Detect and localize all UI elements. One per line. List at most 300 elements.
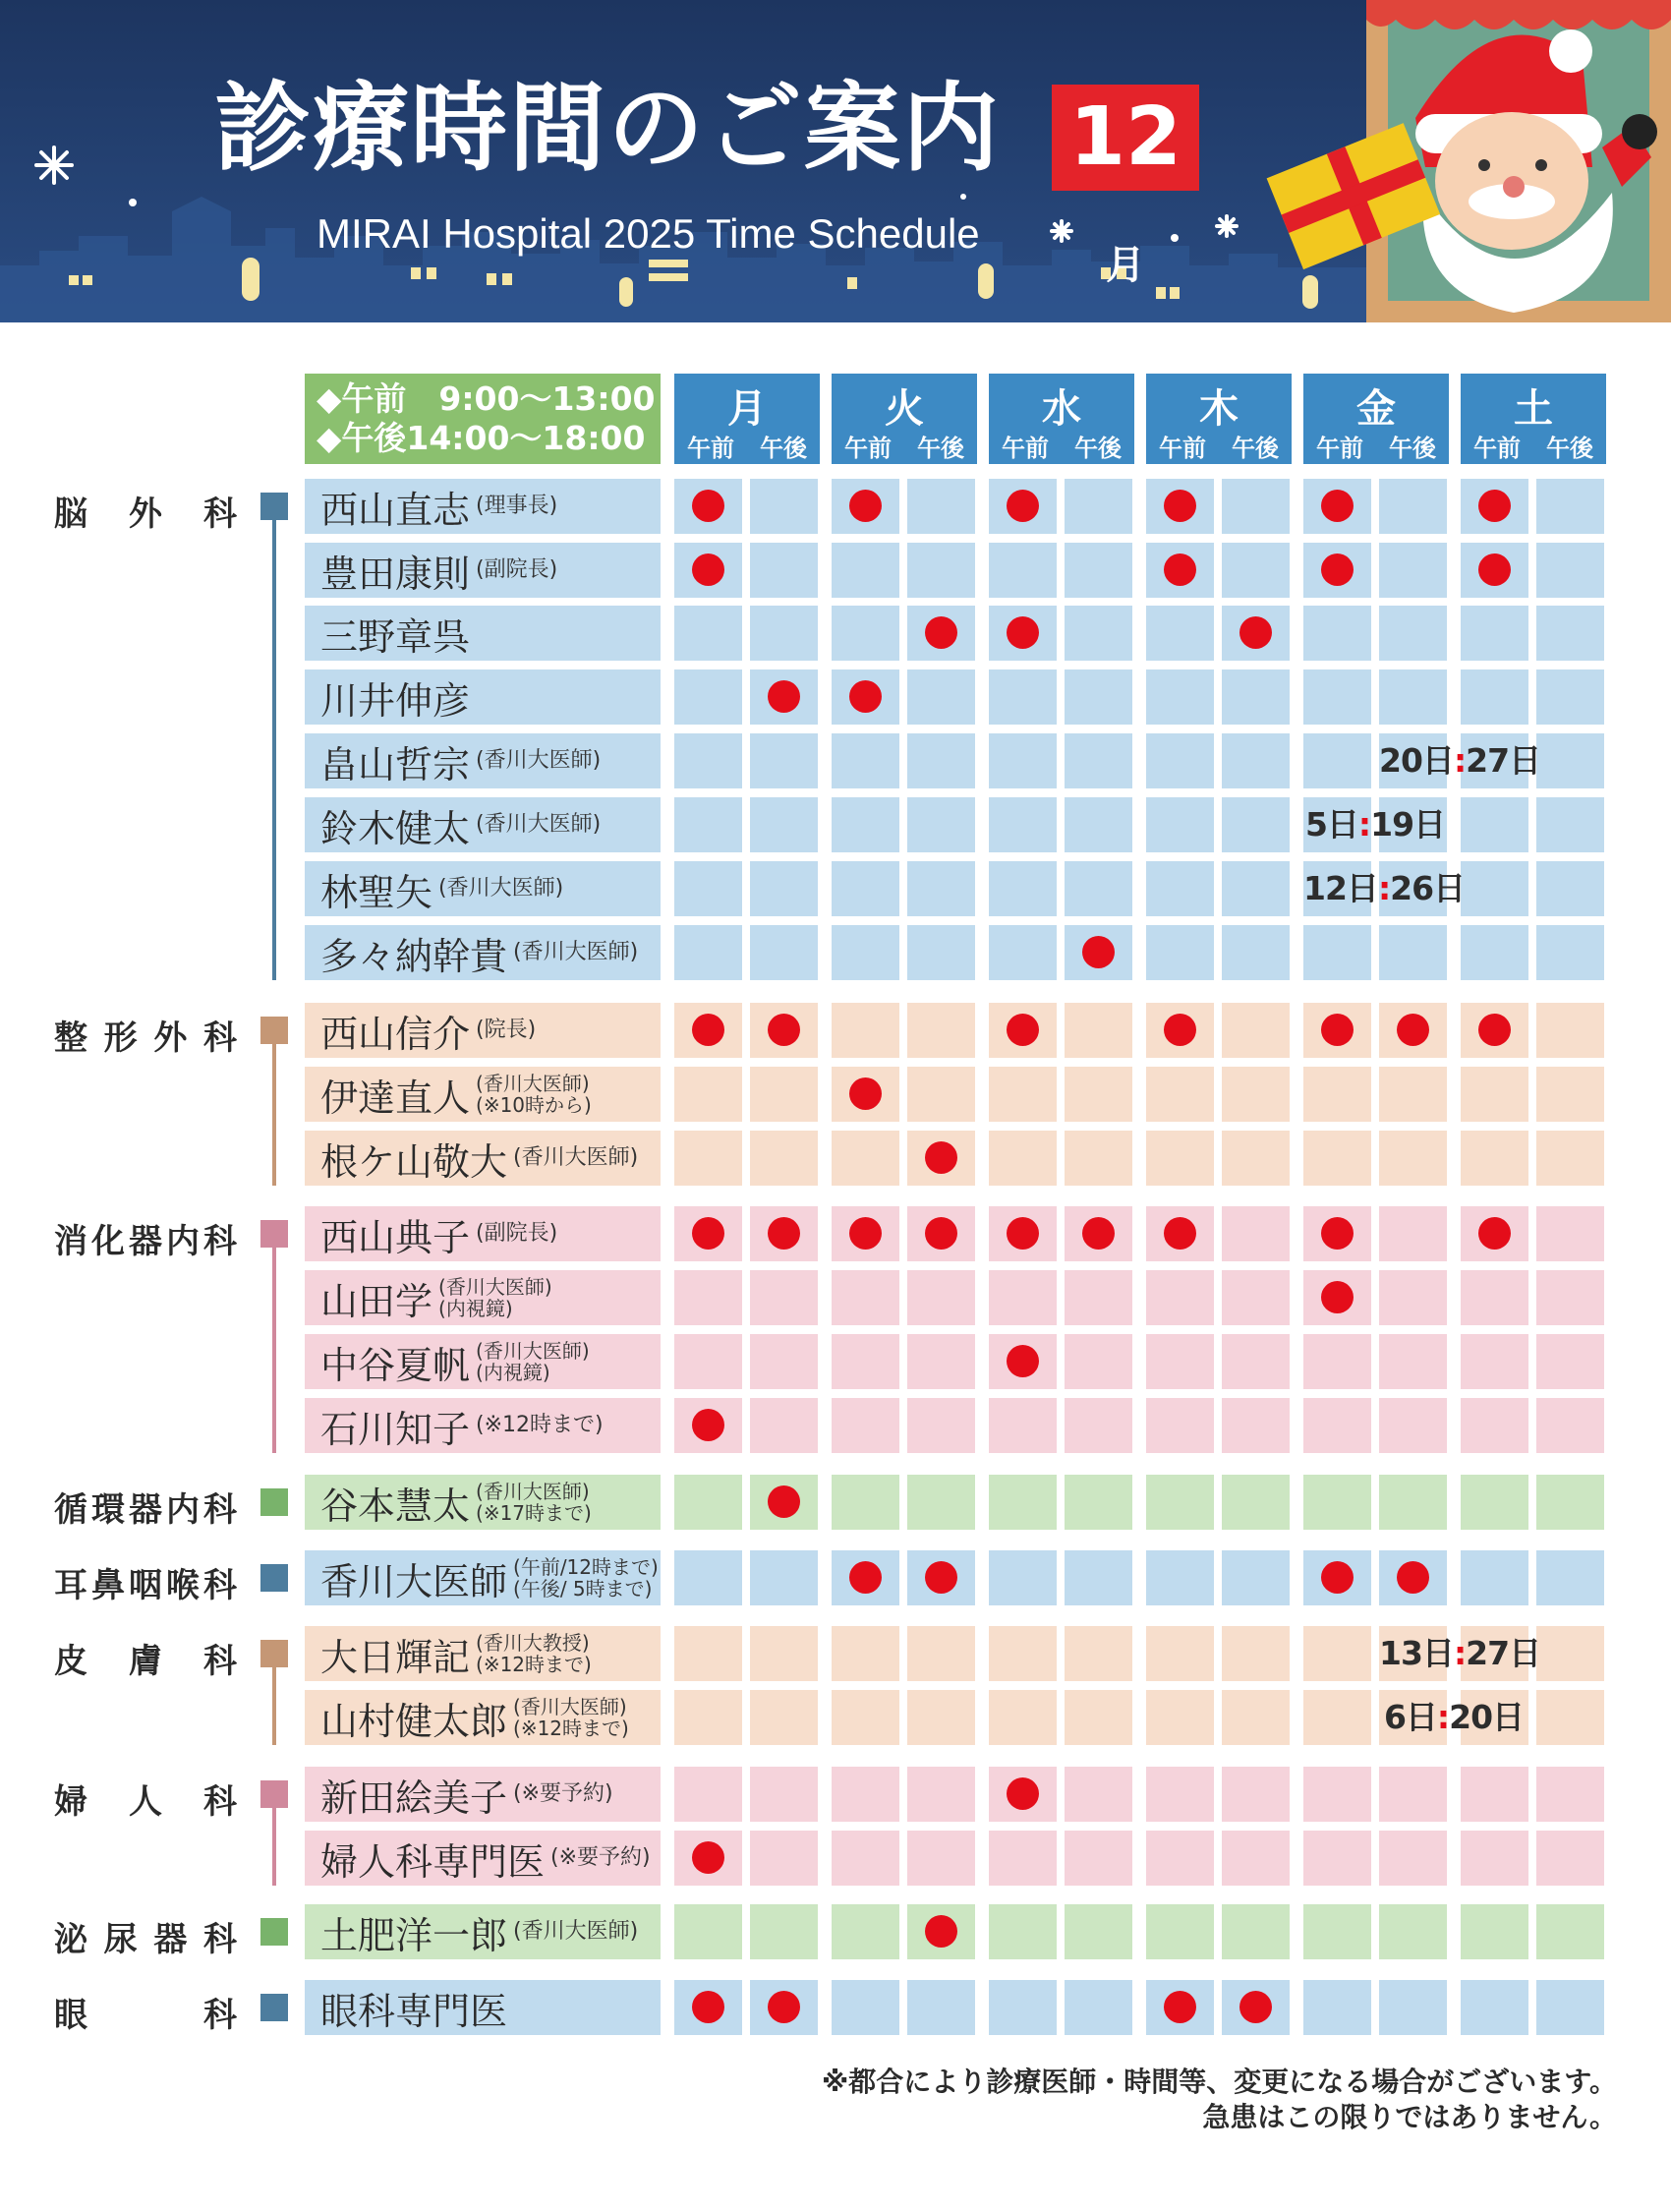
doctor-note	[476, 1019, 536, 1041]
pm-slot-label: 午後	[1389, 435, 1436, 462]
schedule-cell	[907, 1475, 975, 1530]
schedule-cell	[1222, 1980, 1290, 2035]
schedule-cell	[750, 669, 818, 725]
schedule-cell	[1146, 543, 1214, 598]
pm-slot-label: 午後	[1074, 435, 1122, 462]
schedule-cell	[1461, 669, 1528, 725]
schedule-cell	[1222, 861, 1290, 916]
schedule-cell	[1303, 1904, 1371, 1959]
schedule-cell	[674, 1550, 742, 1605]
schedule-cell	[1146, 1690, 1214, 1745]
schedule-cell	[1303, 479, 1371, 534]
schedule-cell	[1536, 669, 1604, 725]
schedule-cell	[1379, 1270, 1447, 1325]
doctor-name: 林聖矢	[320, 870, 433, 914]
department-char: 咽	[129, 1566, 162, 1605]
schedule-cell	[1303, 669, 1371, 725]
department-char: 器	[129, 1490, 162, 1530]
visit-date-separator: :	[1453, 741, 1467, 780]
day-name: 水	[1042, 386, 1081, 432]
doctor-name: 新田絵美子	[320, 1775, 508, 1820]
visit-date-1: 6日	[1383, 1698, 1437, 1736]
doctor-note	[476, 1415, 604, 1436]
on-duty-dot	[1478, 490, 1511, 522]
doctor-name-cell	[305, 797, 661, 852]
department-marker	[260, 1488, 288, 1516]
schedule-cell	[1065, 1626, 1132, 1681]
schedule-cell	[1222, 1904, 1290, 1959]
schedule-cell	[832, 1767, 899, 1822]
schedule-cell	[1461, 1067, 1528, 1122]
doctor-name-cell	[305, 1067, 661, 1122]
visit-date-2: 26日	[1390, 869, 1466, 907]
doctor-name: 山村健太郎	[320, 1699, 508, 1743]
visit-dates	[1379, 1690, 1528, 1745]
schedule-cell	[674, 1767, 742, 1822]
on-duty-dot	[1164, 1991, 1196, 2023]
on-duty-dot	[1397, 1014, 1429, 1046]
schedule-cell	[1536, 1626, 1604, 1681]
department-char: 科	[203, 1222, 237, 1261]
visit-date-separator: :	[1436, 1698, 1450, 1736]
schedule-cell	[750, 925, 818, 980]
doctor-name: 香川大医師	[320, 1559, 508, 1603]
page-title: 診療時間のご案内	[214, 73, 1002, 185]
doctor-name-cell	[305, 1270, 661, 1325]
schedule-cell	[1303, 1131, 1371, 1186]
department-char: 婦	[54, 1782, 87, 1822]
schedule-cell	[989, 1767, 1057, 1822]
department-bracket-line	[272, 520, 276, 980]
visit-date-1: 5日	[1304, 805, 1358, 844]
doctor-name-cell	[305, 1334, 661, 1389]
schedule-cell	[907, 1398, 975, 1453]
schedule-cell	[907, 1904, 975, 1959]
doctor-note	[513, 1921, 638, 1943]
schedule-cell	[1536, 1550, 1604, 1605]
schedule-cell	[750, 1550, 818, 1605]
on-duty-dot	[849, 1217, 882, 1250]
schedule-cell	[1222, 1626, 1290, 1681]
schedule-cell	[989, 1690, 1057, 1745]
schedule-cell	[1222, 1550, 1290, 1605]
doctor-note-line: (※12時まで)	[513, 1717, 629, 1740]
visit-dates	[1379, 733, 1541, 788]
schedule-cell	[1461, 543, 1528, 598]
visit-date-separator: :	[1377, 869, 1391, 907]
doctor-note-line: (香川大医師)	[476, 1072, 590, 1095]
schedule-cell	[1065, 1131, 1132, 1186]
doctor-name-cell	[305, 479, 661, 534]
doctor-name: 谷本慧太	[320, 1484, 471, 1528]
schedule-cell	[1461, 1270, 1528, 1325]
schedule-cell	[1222, 733, 1290, 788]
department-label-2	[54, 1214, 237, 1262]
doctor-name: 三野章呉	[320, 614, 471, 659]
schedule-cell	[989, 1398, 1057, 1453]
schedule-cell	[1536, 1334, 1604, 1389]
schedule-cell	[907, 1067, 975, 1122]
schedule-cell	[1065, 1475, 1132, 1530]
on-duty-dot	[1321, 553, 1354, 586]
department-char: 泌	[54, 1920, 87, 1959]
schedule-cell	[1303, 1270, 1371, 1325]
visit-date-1: 12日	[1303, 869, 1378, 907]
on-duty-dot	[1321, 1217, 1354, 1250]
visit-date-1: 20日	[1379, 741, 1454, 780]
schedule-cell	[989, 1334, 1057, 1389]
schedule-cell	[1379, 1334, 1447, 1389]
doctor-name: 豊田康則	[320, 552, 471, 596]
on-duty-dot	[1321, 1561, 1354, 1594]
schedule-cell	[1222, 1131, 1290, 1186]
visit-dates	[1303, 861, 1466, 916]
schedule-cell	[1146, 733, 1214, 788]
department-char: 喉	[166, 1566, 200, 1605]
on-duty-dot	[1007, 1217, 1039, 1250]
schedule-cell	[989, 1270, 1057, 1325]
on-duty-dot	[1007, 1777, 1039, 1810]
schedule-cell	[1536, 1270, 1604, 1325]
schedule-cell	[832, 669, 899, 725]
am-slot-label: 午前	[1316, 435, 1363, 462]
schedule-cell	[750, 1334, 818, 1389]
day-name: 火	[885, 386, 924, 432]
day-name: 土	[1514, 386, 1553, 432]
schedule-cell	[1461, 861, 1528, 916]
department-label-0	[54, 487, 237, 535]
schedule-cell	[1536, 1067, 1604, 1122]
doctor-name-cell	[305, 733, 661, 788]
doctor-name-cell	[305, 925, 661, 980]
on-duty-dot	[768, 1485, 800, 1518]
department-char: 形	[103, 1019, 138, 1058]
schedule-cell	[1379, 1904, 1447, 1959]
department-label-1	[54, 1011, 237, 1059]
on-duty-dot	[692, 1409, 724, 1441]
schedule-cell	[989, 1980, 1057, 2035]
doctor-note	[476, 814, 601, 836]
department-marker	[260, 1640, 288, 1667]
schedule-cell	[1536, 606, 1604, 661]
schedule-cell	[1303, 1334, 1371, 1389]
doctor-note-line: (理事長)	[476, 494, 558, 518]
schedule-cell	[1065, 1767, 1132, 1822]
department-char: 人	[129, 1782, 162, 1822]
schedule-cell	[1065, 861, 1132, 916]
month-number: 12	[1068, 90, 1182, 184]
schedule-cell	[989, 861, 1057, 916]
schedule-cell	[1222, 1067, 1290, 1122]
schedule-cell	[907, 797, 975, 852]
schedule-cell	[1379, 1831, 1447, 1886]
doctor-note-line: (※要予約)	[513, 1781, 613, 1806]
doctor-name: 川井伸彦	[320, 678, 471, 723]
schedule-cell	[1379, 1980, 1447, 2035]
on-duty-dot	[692, 1014, 724, 1046]
schedule-cell	[832, 1831, 899, 1886]
schedule-cell	[1379, 1550, 1447, 1605]
department-char: 尿	[103, 1920, 138, 1959]
day-header-4	[1303, 374, 1449, 464]
schedule-cell	[750, 733, 818, 788]
schedule-cell	[1303, 606, 1371, 661]
doctor-note	[476, 559, 557, 581]
schedule-cell	[1222, 1334, 1290, 1389]
schedule-cell	[1146, 1334, 1214, 1389]
schedule-cell	[674, 1206, 742, 1261]
schedule-cell	[1379, 543, 1447, 598]
schedule-cell	[1536, 543, 1604, 598]
schedule-cell	[750, 1067, 818, 1122]
schedule-cell	[989, 1003, 1057, 1058]
schedule-cell	[674, 1904, 742, 1959]
schedule-cell	[832, 1904, 899, 1959]
schedule-cell	[1461, 797, 1528, 852]
schedule-cell	[832, 1398, 899, 1453]
schedule-cell	[1303, 1398, 1371, 1453]
doctor-name: 西山典子	[320, 1215, 471, 1259]
schedule-cell	[1146, 925, 1214, 980]
schedule-cell	[1461, 479, 1528, 534]
doctor-note	[513, 1556, 659, 1600]
schedule-cell	[989, 1550, 1057, 1605]
schedule-cell	[1222, 925, 1290, 980]
schedule-cell	[1536, 1767, 1604, 1822]
schedule-cell	[832, 797, 899, 852]
day-name: 木	[1199, 386, 1239, 432]
schedule-cell	[674, 1003, 742, 1058]
on-duty-dot	[1007, 490, 1039, 522]
schedule-cell	[1536, 1398, 1604, 1453]
department-marker	[260, 493, 288, 520]
department-char: 消	[54, 1222, 87, 1261]
schedule-cell	[989, 1131, 1057, 1186]
visit-date-2: 20日	[1449, 1698, 1525, 1736]
schedule-cell	[750, 479, 818, 534]
schedule-cell	[750, 1690, 818, 1745]
schedule-cell	[1461, 1767, 1528, 1822]
day-name: 金	[1356, 386, 1396, 432]
doctor-name-cell	[305, 669, 661, 725]
doctor-name: 根ケ山敬大	[320, 1139, 508, 1184]
schedule-cell	[750, 1767, 818, 1822]
schedule-cell	[1222, 1003, 1290, 1058]
schedule-cell	[1065, 1980, 1132, 2035]
on-duty-dot	[768, 1991, 800, 2023]
schedule-cell	[1461, 1831, 1528, 1886]
doctor-name-cell	[305, 606, 661, 661]
schedule-cell	[674, 925, 742, 980]
doctor-note-line: (午前/12時まで)	[513, 1555, 659, 1579]
day-header-5	[1461, 374, 1606, 464]
schedule-cell	[832, 733, 899, 788]
schedule-cell	[750, 1904, 818, 1959]
schedule-cell	[1536, 1003, 1604, 1058]
schedule-cell	[1222, 543, 1290, 598]
doctor-name: 土肥洋一郎	[320, 1913, 508, 1957]
schedule-cell	[750, 1131, 818, 1186]
schedule-cell	[989, 479, 1057, 534]
schedule-cell	[907, 1003, 975, 1058]
schedule-cell	[1065, 543, 1132, 598]
department-marker	[260, 1994, 288, 2021]
department-char: 整	[54, 1019, 87, 1058]
schedule-cell	[1303, 1980, 1371, 2035]
schedule-cell	[750, 1270, 818, 1325]
schedule-cell	[832, 1690, 899, 1745]
month-badge	[1052, 85, 1199, 288]
doctor-note-line: (香川大医師)	[476, 812, 602, 837]
doctor-note	[476, 495, 557, 517]
schedule-cell	[1065, 925, 1132, 980]
schedule-cell	[674, 1980, 742, 2035]
schedule-cell	[1065, 1206, 1132, 1261]
on-duty-dot	[925, 1561, 957, 1594]
schedule-cell	[1065, 1690, 1132, 1745]
on-duty-dot	[692, 553, 724, 586]
doctor-name-cell	[305, 1831, 661, 1886]
visit-date-1: 13日	[1379, 1634, 1454, 1672]
department-label-6	[54, 1775, 237, 1823]
doctor-note	[513, 1696, 629, 1739]
schedule-cell	[674, 1270, 742, 1325]
schedule-cell	[989, 925, 1057, 980]
schedule-cell	[1461, 1131, 1528, 1186]
schedule-cell	[674, 733, 742, 788]
schedule-cell	[1065, 1550, 1132, 1605]
schedule-cell	[832, 1550, 899, 1605]
schedule-cell	[832, 1270, 899, 1325]
schedule-cell	[989, 1831, 1057, 1886]
pm-slot-label: 午後	[1232, 435, 1279, 462]
schedule-cell	[1379, 1131, 1447, 1186]
schedule-cell	[750, 797, 818, 852]
schedule-cell	[1379, 606, 1447, 661]
department-char: 脳	[54, 495, 87, 534]
schedule-cell	[1146, 1550, 1214, 1605]
schedule-cell	[674, 669, 742, 725]
schedule-cell	[1303, 1475, 1371, 1530]
doctor-note-line: (香川大医師)	[438, 1275, 552, 1299]
schedule-cell	[1461, 1003, 1528, 1058]
department-bracket-line	[272, 1044, 276, 1186]
on-duty-dot	[1082, 1217, 1115, 1250]
doctor-name: 中谷夏帆	[320, 1343, 471, 1387]
header-banner	[0, 0, 1671, 322]
schedule-cell	[1065, 1334, 1132, 1389]
doctor-note-line: (※17時まで)	[476, 1501, 592, 1525]
on-duty-dot	[1007, 1345, 1039, 1377]
doctor-note	[513, 1147, 638, 1169]
schedule-cell	[989, 1206, 1057, 1261]
schedule-cell	[1146, 861, 1214, 916]
on-duty-dot	[1321, 1014, 1354, 1046]
schedule-cell	[1146, 1904, 1214, 1959]
department-bracket-line	[272, 1248, 276, 1453]
department-char: 科	[203, 1782, 237, 1822]
schedule-cell	[1065, 797, 1132, 852]
department-char: 科	[202, 1019, 237, 1058]
doctor-note-line: (香川大教授)	[476, 1631, 590, 1655]
schedule-cell	[1146, 1626, 1214, 1681]
doctor-name-cell	[305, 1690, 661, 1745]
schedule-cell	[1379, 1398, 1447, 1453]
schedule-cell	[1536, 797, 1604, 852]
doctor-note-line: (香川大医師)	[476, 1339, 590, 1363]
doctor-note-line: (※12時まで)	[476, 1413, 604, 1437]
on-duty-dot	[768, 1217, 800, 1250]
schedule-cell	[1461, 1550, 1528, 1605]
doctor-note-line: (副院長)	[476, 557, 558, 582]
schedule-cell	[832, 1626, 899, 1681]
schedule-cell	[1065, 1067, 1132, 1122]
schedule-cell	[674, 1067, 742, 1122]
department-char: 内	[166, 1222, 200, 1261]
schedule-cell	[750, 1475, 818, 1530]
department-char: 内	[166, 1490, 200, 1530]
schedule-cell	[1379, 1206, 1447, 1261]
schedule-cell	[1379, 1067, 1447, 1122]
schedule-cell	[1303, 1003, 1371, 1058]
schedule-cell	[907, 925, 975, 980]
doctor-note-line: (※12時まで)	[476, 1653, 592, 1676]
schedule-cell	[1065, 1398, 1132, 1453]
visit-dates	[1303, 797, 1447, 852]
on-duty-dot	[1478, 553, 1511, 586]
schedule-cell	[1536, 1131, 1604, 1186]
schedule-cell	[674, 1398, 742, 1453]
schedule-cell	[1146, 1398, 1214, 1453]
doctor-note	[550, 1847, 651, 1869]
schedule-cell	[1461, 1334, 1528, 1389]
department-marker	[260, 1780, 288, 1808]
schedule-cell	[1146, 669, 1214, 725]
on-duty-dot	[768, 1014, 800, 1046]
department-char: 外	[129, 495, 162, 534]
schedule-cell	[1065, 733, 1132, 788]
department-label-3	[54, 1483, 237, 1531]
schedule-cell	[907, 1831, 975, 1886]
schedule-cell	[989, 733, 1057, 788]
department-char: 膚	[129, 1642, 162, 1681]
pm-slot-label: 午後	[917, 435, 964, 462]
doctor-name-cell	[305, 1131, 661, 1186]
schedule-cell	[1065, 1904, 1132, 1959]
department-bracket-line	[272, 1667, 276, 1745]
visit-date-2: 27日	[1466, 741, 1541, 780]
schedule-cell	[989, 543, 1057, 598]
department-bracket-line	[272, 1808, 276, 1886]
schedule-cell	[1461, 1398, 1528, 1453]
schedule-cell	[1536, 1475, 1604, 1530]
department-char: 化	[91, 1222, 125, 1261]
am-slot-label: 午前	[1159, 435, 1206, 462]
doctor-name-cell	[305, 1398, 661, 1453]
doctor-note-line: (内視鏡)	[438, 1297, 513, 1320]
page-subtitle: MIRAI Hospital 2025 Time Schedule	[317, 210, 980, 257]
department-char: 環	[91, 1490, 125, 1530]
schedule-cell	[750, 1980, 818, 2035]
schedule-cell	[832, 1206, 899, 1261]
doctor-name-cell	[305, 1206, 661, 1261]
doctor-name: 眼科専門医	[320, 1989, 508, 2033]
on-duty-dot	[1397, 1561, 1429, 1594]
schedule-cell	[674, 479, 742, 534]
schedule-cell	[1303, 1767, 1371, 1822]
on-duty-dot	[1082, 936, 1115, 968]
schedule-cell	[1303, 1550, 1371, 1605]
